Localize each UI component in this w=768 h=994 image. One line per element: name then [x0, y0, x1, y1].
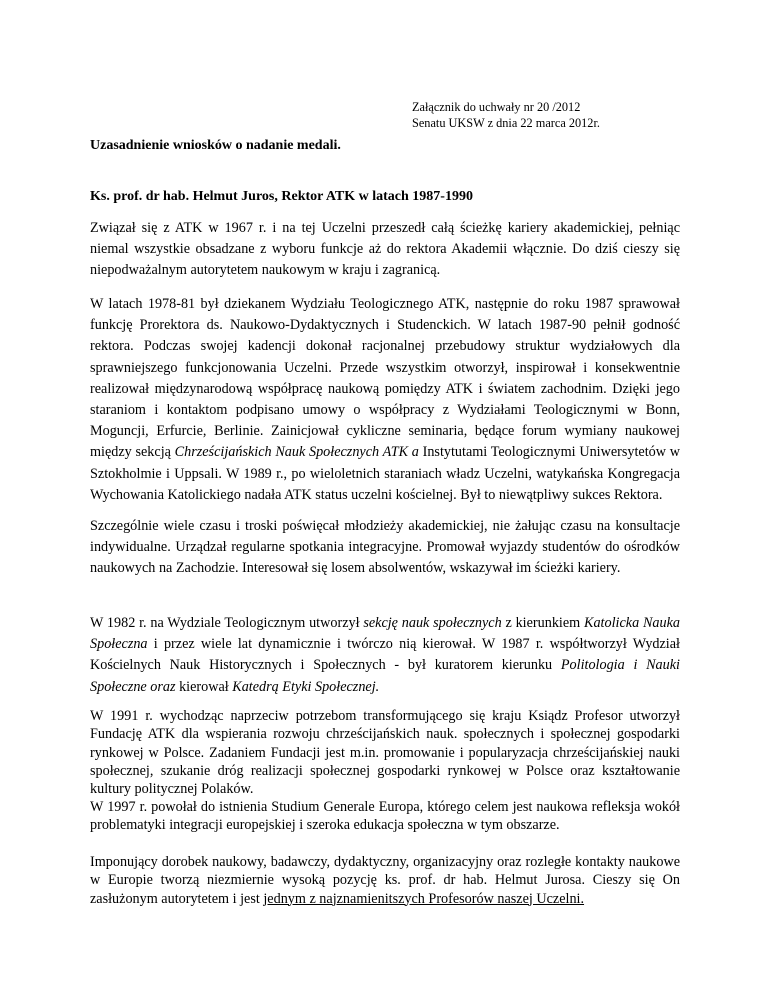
italic-text: Katolicka Nauka Społeczna [90, 615, 680, 653]
paragraph-career [90, 218, 680, 282]
underlined-text: jednym z najznamienitszych Profesorów naszej Uczelni. [263, 890, 585, 907]
paragraph-text: Szczególnie wiele czasu i troski poświęcał młodzieży akademickiej, nie żałując czasu na konsultacje indywidualne. Urządzał regularne spotkania integracyjne. Promował wyjazdy studentów do ośrodków naukowych na Zachodzie. Interesował się losem absolwentów, wskazywał im ścieżki kariery. [90, 518, 680, 577]
italic-text: sekcję nauk społecznych [363, 615, 502, 631]
paragraph-foundation [90, 707, 680, 798]
paragraph-text: Imponujący dorobek naukowy, badawczy, dydaktyczny, organizacyjny oraz rozległe kontakty naukowe w Europie tworzą niezmiernie wysoką pozycję ks. prof. dr hab. Helmut Jurosa. Cieszy się On zasłużonym autorytetem i jest [90, 854, 680, 907]
paragraph-text: W 1982 r. na Wydziale Teologicznym utworzył [90, 615, 364, 631]
document-title: Uzasadnienie wniosków o nadanie medali. [90, 138, 341, 153]
paragraph-students [90, 516, 680, 580]
paragraph-text: W latach 1978-81 był dziekanem Wydziału Teologicznego ATK, następnie do roku 1987 sprawował funkcję Prorektora ds. Naukowo-Dydaktycznych i Studenckich. W latach 1987-90 pełnił godność rektora. Podczas swojej kadencji dokonał racjonalnej przebudowy struktur wydziałowych dla sprawniejszego funkcjonowania Uczelni. Przede wszystkim otworzył, inspirował i konsekwentnie realizował międzynarodową współpracę naukową pomiędzy ATK i światem zachodnim. Dzięki jego staraniom i kontaktom podpisano umowy o współpracy z Wydziałami Teologicznymi w Bonn, Moguncji, Erfurcie, Berlinie. Zainicjował cykliczne seminaria, będące forum wymiany naukowej między sekcją [90, 296, 680, 461]
annex-note [412, 99, 600, 131]
paragraph-text: W 1991 r. wychodząc naprzeciw potrzebom transformującego się kraju Ksiądz Profesor utworzył Fundację ATK dla wspierania rozwoju chrześcijańskich nauk. społecznych i społecznej gospodarki rynkowej w Polsce. Zadaniem Fundacji jest m.in. promowanie i popularyzacja chrześcijańskiej nauki społecznej, szukanie dróg realizacji społecznej gospodarki rynkowej w Polsce oraz kształtowanie kultury politycznej Polaków. [90, 708, 680, 798]
paragraph-text: kierował [175, 678, 233, 695]
paragraph-text: Związał się z ATK w 1967 r. i na tej Uczelni przeszedł całą ścieżkę kariery akademickiej, pełniąc niemal wszystkie obsadzane z wyboru funkcje aż do rektora Akademii włącznie. Do dziś cieszy się niepodważalnym autorytetem naukowym w kraju i zagranicą. [90, 220, 680, 279]
person-heading: Ks. prof. dr hab. Helmut Juros, Rektor ATK w latach 1987-1990 [90, 189, 473, 204]
annex-line-2: Senatu UKSW z dnia 22 marca 2012r. [412, 116, 600, 130]
paragraph-text: W 1997 r. powołał do istnienia Studium Generale Europa, którego celem jest naukowa refleksja wokół problematyki integracji europejskiej i szeroka edukacja społeczna w tym obszarze. [90, 799, 680, 834]
italic-text: Katedrą Etyki Społecznej. [232, 678, 380, 695]
paragraph-social-sciences [90, 613, 680, 698]
paragraph-text: i przez wiele lat dynamicznie i twórczo nią kierował. W 1987 r. współtworzył Wydział Kościelnych Nauk Historycznych i Społecznych - był kuratorem kierunku [90, 636, 680, 674]
paragraph-summary [90, 853, 680, 908]
paragraph-text: z kierunkiem [501, 615, 584, 631]
paragraph-rector [90, 294, 680, 506]
annex-line-1: Załącznik do uchwały nr 20 /2012 [412, 100, 581, 114]
italic-text: Politologia i Nauki Społeczne oraz [90, 657, 680, 695]
paragraph-studium [90, 798, 680, 835]
italic-text: Chrześcijańskich Nauk Społecznych ATK a [174, 444, 419, 461]
paragraph-text: Instytutami Teologicznymi Uniwersytetów w Sztokholmie i Uppsali. W 1989 r., po wieloletnich staraniach władz Uczelni, watykańska Kongregacja Wychowania Katolickiego nadała ATK status uczelni kościelnej. Był to niewątpliwy sukces Rektora. [90, 444, 680, 503]
